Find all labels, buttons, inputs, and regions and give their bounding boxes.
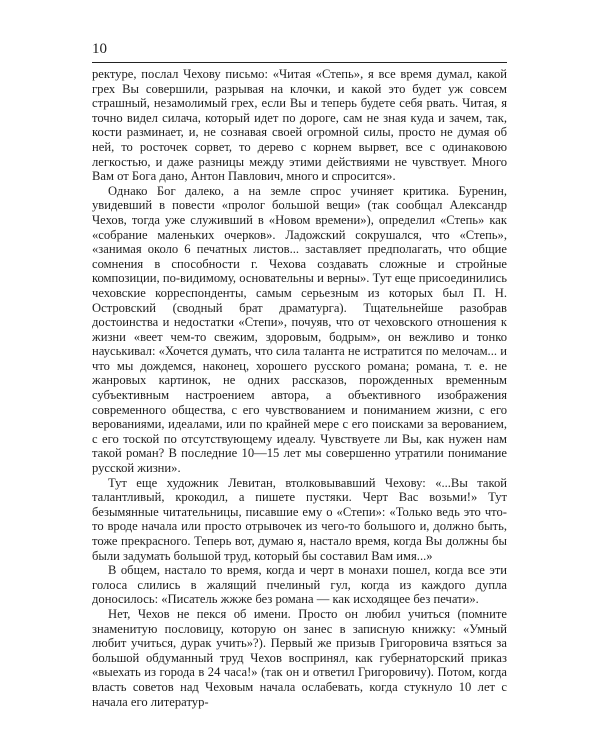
paragraph-1: ректуре, послал Чехову письмо: «Читая «Степь», я все время думал, какой грех Вы совершили, разрывая на клочки, и какой это будет уж совсем страшный, незамолимый грех, если Вы и теперь будете себя рвать. Читая, я точно видел силача, который идет по дороге, сам не зная куда и зачем, так, кости разминает, и, не сознавая своей огромной силы, просто не думая об ней, то росточек сорвет, то дерево с корнем вырвет, все с одинаковою легкостью, и даже разницы между этими действиями не чувствует. Много Вам от Бога дано, Антон Павлович, много и спросится». xyxy=(92,67,507,184)
paragraph-2: Однако Бог далеко, а на земле спрос учиняет критика. Буренин, увидевший в повести «пролог большой вещи» (так сообщал Александр Чехов, тогда уже служивший в «Новом времени»), определил «Степь» как «собрание маленьких очерков». Ладожский сокрушался, что «Степь», «занимая около 6 печатных листов... заставляет предполагать, что общие сомнения в способности г. Чехова создавать сложные и стройные композиции, по-видимому, основательны и верны». Тут еще присоединились чеховские корреспонденты, самым серьезным из которых был П. Н. Островский (сводный брат драматурга). Тщательнейше разобрав достоинства и недостатки «Степи», почуяв, что от чеховского отношения к жизни «веет чем-то свежим, здоровым, бодрым», он вежливо и тонко науськивал: «Хочется думать, что сила таланта не истратится по мелочам... и что мы дождемся, наконец, хорошего русского романа; романа, т. е. не жанровых картинок, не одних рассказов, порожденных временным субъективным настроением автора, а объективного изображения современного общества, с его чувствованием и пониманием жизни, с его верованиями, идеалами, или по крайней мере с его поисками за верованием, с его тоской по отсутствующему идеалу. Чувствуете ли Вы, как нужен нам такой роман? В последние 10—15 лет мы совершенно утратили понимание русской жизни». xyxy=(92,183,507,476)
page-number: 10 xyxy=(92,41,107,57)
paragraph-3: Тут еще художник Левитан, втолковывавший Чехову: «...Вы такой талантливый, крокодил, а пишете пустяки. Черт Вас возьми!» Тут безымянные читательницы, писавшие ему о «Степи»: «Только ведь это что-то вроде начала или просто отрывочек из чего-то большого и, должно быть, тоже прекрасного. Теперь вот, думаю я, настало время, когда Вы должны бы были задумать большой труд, который бы составил Вам имя...» xyxy=(92,475,507,563)
header-rule xyxy=(92,62,507,63)
body-text xyxy=(92,67,507,709)
paragraph-5: Нет, Чехов не пекся об имени. Просто он любил учиться (помните знаменитую пословицу, которую он занес в записную книжку: «Умный любит учиться, дурак учить»?). Первый же призыв Григоровича взяться за большой обдуманный труд Чехов воспринял, как губернаторский приказ «выехать из города в 24 часа!» (так он и ответил Григоровичу). Потом, когда власть советов над Чеховым начала ослабевать, когда стукнуло 10 лет с начала его литератур- xyxy=(92,606,507,709)
paragraph-4: В общем, настало то время, когда и черт в монахи пошел, когда все эти голоса слились в жалящий пчелиный гул, когда из каждого дупла доносилось: «Писатель жжже без романа — как исходящее без печати». xyxy=(92,563,507,607)
